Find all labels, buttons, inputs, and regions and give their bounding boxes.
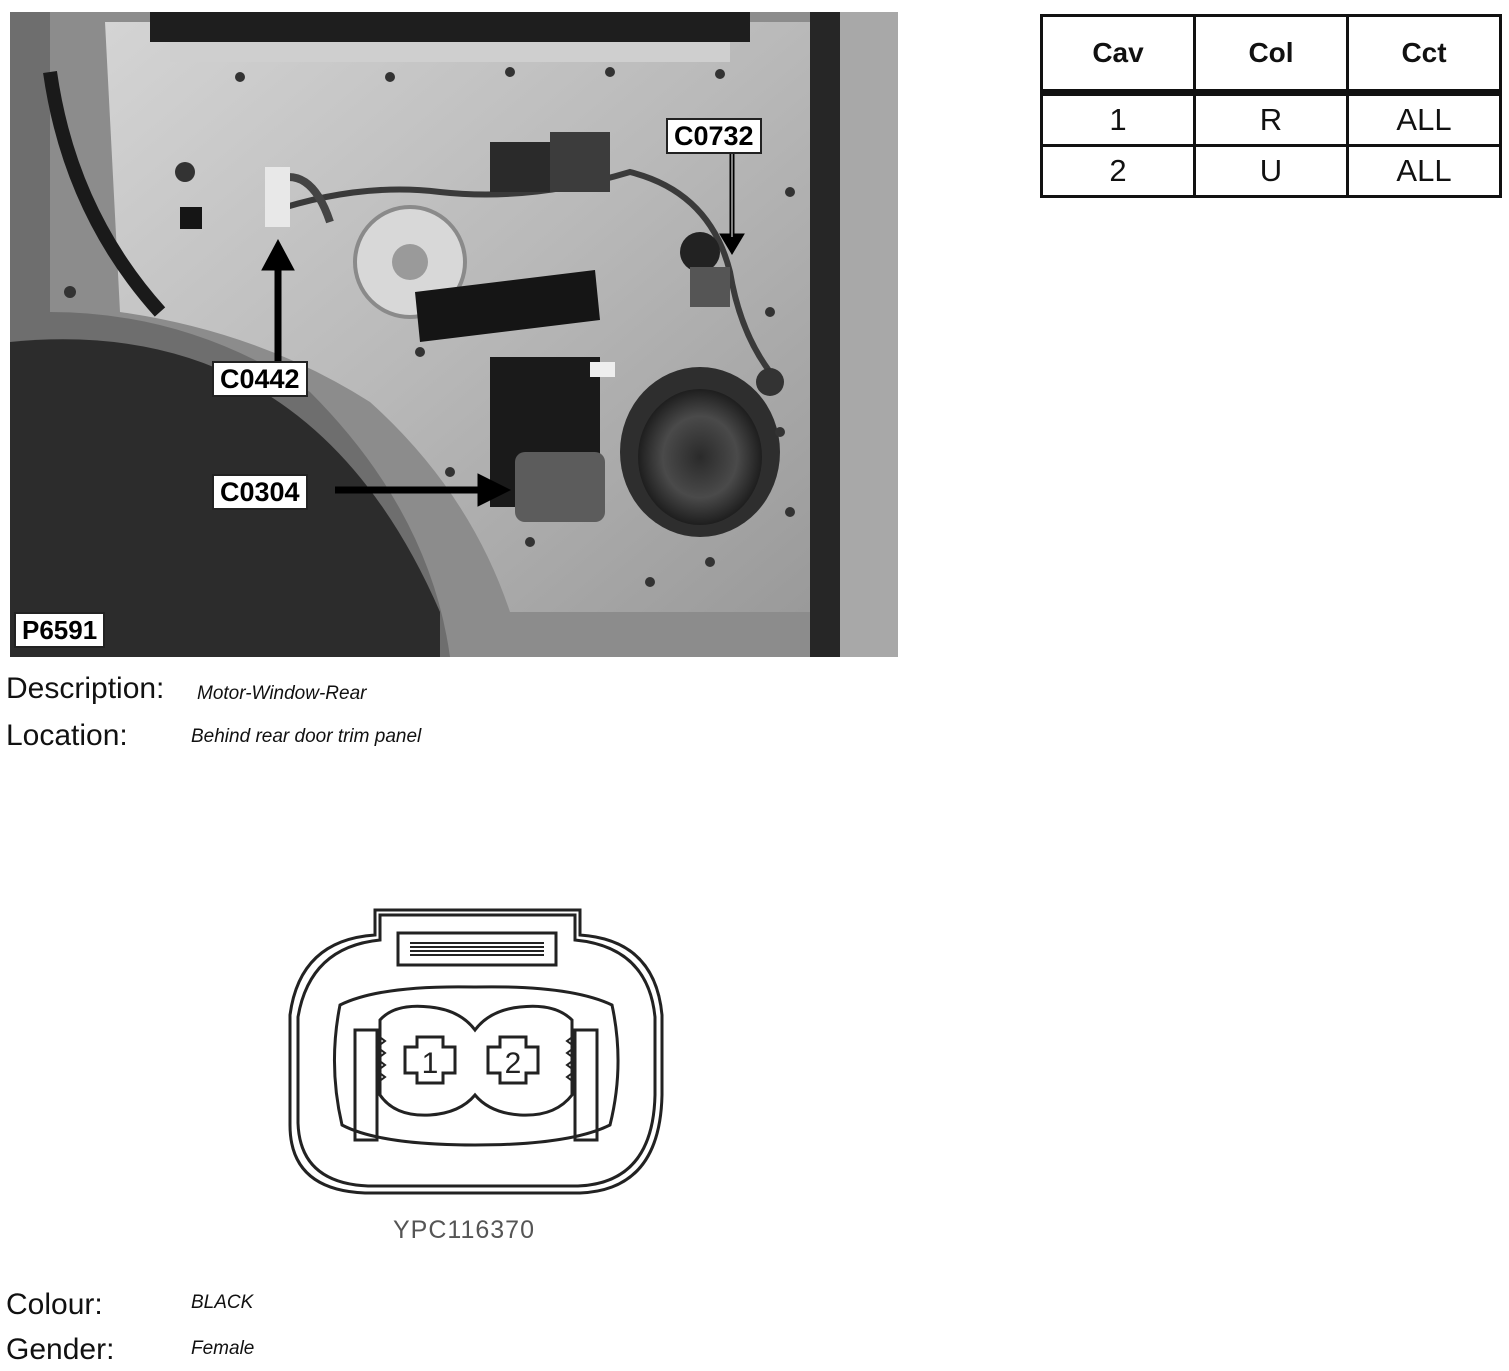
header-cav: Cav	[1042, 16, 1195, 93]
cell-cav: 1	[1042, 93, 1195, 146]
callout-c0304: C0304	[212, 474, 308, 510]
pin-label-1: 1	[421, 1047, 439, 1080]
connector-face-diagram	[280, 895, 670, 1205]
description-label: Description:	[6, 672, 165, 705]
location-value: Behind rear door trim panel	[191, 726, 422, 747]
colour-value: BLACK	[191, 1292, 254, 1313]
pin-table-header-row	[1042, 16, 1501, 93]
door-photo	[10, 12, 898, 657]
table-row	[1042, 93, 1501, 146]
gender-value: Female	[191, 1338, 255, 1359]
cell-cct: ALL	[1348, 146, 1501, 197]
header-cct: Cct	[1348, 16, 1501, 93]
door-panel-illustration	[10, 12, 898, 657]
table-row	[1042, 146, 1501, 197]
photo-reference-label: P6591	[14, 612, 105, 648]
location-label: Location:	[6, 719, 128, 752]
cell-col: R	[1195, 93, 1348, 146]
pin-label-2: 2	[504, 1047, 522, 1080]
connector-part-number: YPC116370	[393, 1216, 535, 1244]
callout-c0732: C0732	[666, 118, 762, 154]
description-value: Motor-Window-Rear	[197, 683, 367, 704]
cell-col: U	[1195, 146, 1348, 197]
colour-label: Colour:	[6, 1288, 103, 1321]
gender-label: Gender:	[6, 1333, 115, 1366]
cell-cav: 2	[1042, 146, 1195, 197]
header-col: Col	[1195, 16, 1348, 93]
pin-table	[1040, 14, 1502, 198]
callout-c0442: C0442	[212, 361, 308, 397]
cell-cct: ALL	[1348, 93, 1501, 146]
